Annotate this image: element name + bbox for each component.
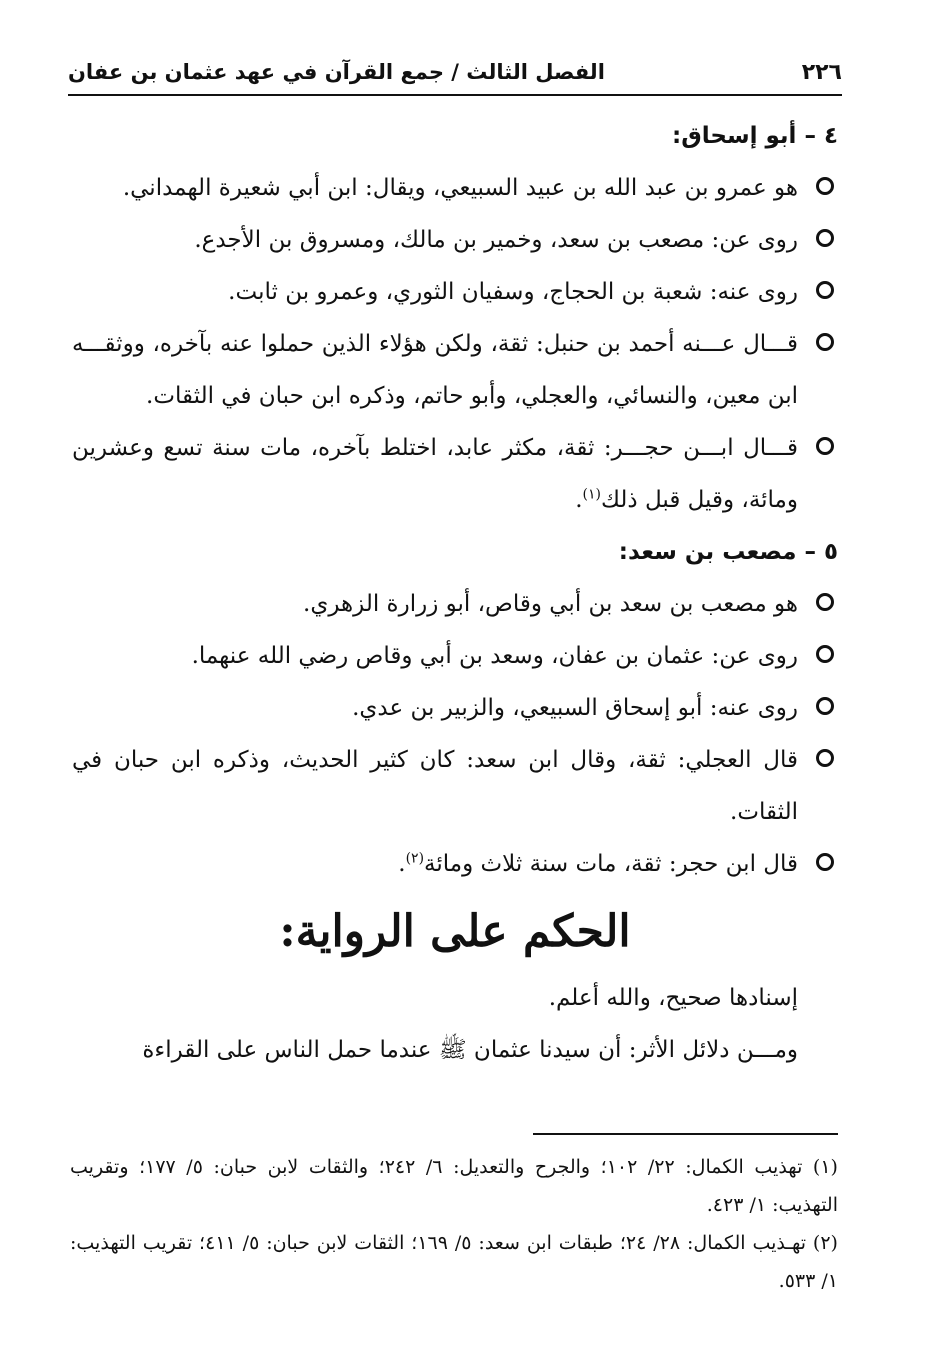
list-item: هو عمرو بن عبد الله بن عبيد السبيعي، ويقال: ابن أبي شعيرة الهمداني. <box>72 162 838 214</box>
circle-bullet-icon <box>816 853 834 871</box>
section-heading-musab: ٥ – مصعب بن سعد: <box>618 539 838 565</box>
circle-bullet-icon <box>816 697 834 715</box>
footnote-separator <box>533 1133 838 1135</box>
list-item: روى عن: مصعب بن سعد، وخمير بن مالك، ومسروق بن الأجدع. <box>72 214 838 266</box>
circle-bullet-icon <box>816 177 834 195</box>
ruling-text: إسنادها صحيح، والله أعلم. <box>548 985 798 1011</box>
circle-bullet-icon <box>816 229 834 247</box>
list-item: قال العجلي: ثقة، وقال ابن سعد: كان كثير الحديث، وذكره ابن حبان في الثقات. <box>72 734 838 838</box>
circle-bullet-icon <box>816 645 834 663</box>
section-heading-abu-ishaq: ٤ – أبو إسحاق: <box>672 123 838 149</box>
page-number: ٢٢٦ <box>801 60 842 85</box>
circle-bullet-icon <box>816 593 834 611</box>
list-item: قـــال عـــنه أحمد بن حنبل: ثقة، ولكن هؤلاء الذين حملوا عنه بآخره، ووثقـــه ابن معين، والنسائي، والعجلي، وأبو حاتم، وذكره ابن حبان في الثقات. <box>72 318 838 422</box>
list-item: روى عن: عثمان بن عفان، وسعد بن أبي وقاص رضي الله عنهما. <box>72 630 838 682</box>
circle-bullet-icon <box>816 333 834 351</box>
page-header <box>68 58 842 96</box>
main-text <box>72 110 838 1076</box>
footnote-ref-2: (٢) <box>405 850 425 867</box>
list-item: روى عنه: أبو إسحاق السبيعي، والزبير بن عدي. <box>72 682 838 734</box>
footnote-2: (٢) تهـذيب الكمال: ٢٨/ ٢٤؛ طبقات ابن سعد: ٥/ ١٦٩؛ الثقات لابن حبان: ٥/ ٤١١؛ تقريب التهذيب: ١/ ٥٣٣. <box>70 1232 838 1292</box>
footnote-1: (١) تهذيب الكمال: ٢٢/ ١٠٢؛ والجرح والتعديل: ٦/ ٢٤٢؛ والثقات لابن حبان: ٥/ ١٧٧؛ وتقريب التهذيب: ١/ ٤٢٣. <box>70 1156 838 1216</box>
running-title: الفصل الثالث / جمع القرآن في عهد عثمان بن عفان <box>68 60 605 84</box>
list-item: هو مصعب بن سعد بن أبي وقاص، أبو زرارة الزهري. <box>72 578 838 630</box>
ruling-heading: الحكم على الرواية: <box>279 906 631 957</box>
ruling-continuation: ومـــن دلائل الأثر: أن سيدنا عثمان ﷺ عندما حمل الناس على القراءة <box>142 1037 798 1063</box>
circle-bullet-icon <box>816 281 834 299</box>
list-item: قـــال ابـــن حجـــر: ثقة، مكثر عابد، اختلط بآخره، مات سنة تسع وعشرين ومائة، وقيل قبل ذلك$^{(١)}$. <box>72 422 838 526</box>
list-item: روى عنه: شعبة بن الحجاج، وسفيان الثوري، وعمرو بن ثابت. <box>72 266 838 318</box>
circle-bullet-icon <box>816 749 834 767</box>
list-item: قال ابن حجر: ثقة، مات سنة ثلاث ومائة$^{(٢)}$. <box>72 838 838 890</box>
footnotes <box>70 1148 838 1300</box>
footnote-ref-1: (١) <box>582 486 602 503</box>
circle-bullet-icon <box>816 437 834 455</box>
